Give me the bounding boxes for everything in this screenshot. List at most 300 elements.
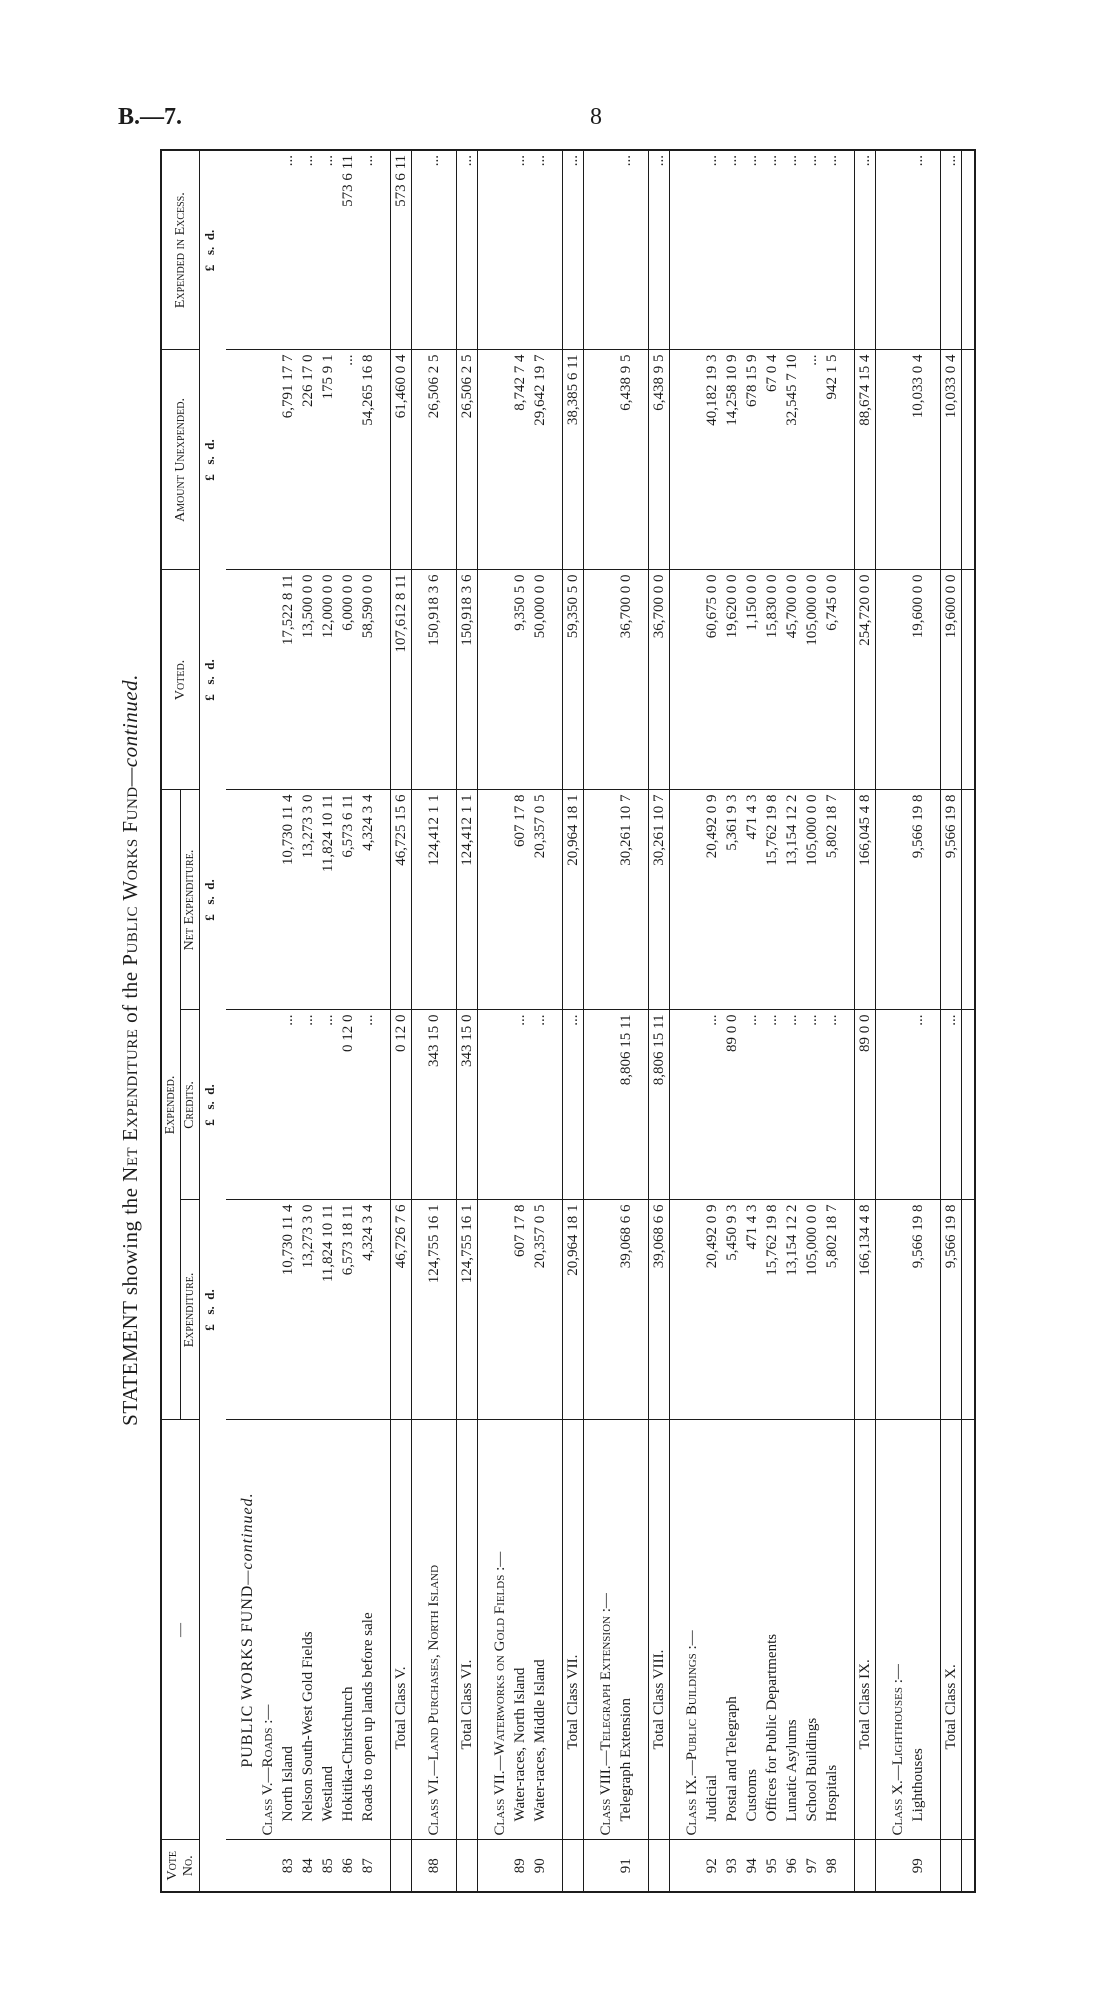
amount-cell bbox=[682, 350, 702, 570]
amount-cell bbox=[596, 1200, 616, 1420]
amount-cell bbox=[682, 1010, 702, 1200]
total-amount-cell: 36,700 0 0 bbox=[649, 570, 670, 790]
total-vote-cell bbox=[855, 1840, 876, 1892]
item-name: Judicial bbox=[702, 1420, 722, 1840]
amount-cell: 54,265 16 8 bbox=[358, 350, 378, 570]
spacer-cell bbox=[670, 150, 683, 350]
spacer-cell bbox=[842, 570, 855, 790]
spacer-cell bbox=[412, 350, 425, 570]
amount-cell: ... bbox=[822, 1010, 842, 1200]
spacer-cell bbox=[928, 790, 941, 1010]
total-row bbox=[457, 150, 478, 1892]
unit-cell: £ s. d. bbox=[202, 879, 217, 921]
total-amount-cell: ... bbox=[649, 150, 670, 350]
spacer-cell bbox=[928, 1010, 941, 1200]
amount-cell: 29,642 19 7 bbox=[530, 350, 550, 570]
total-amount-cell: 166,134 4 8 bbox=[855, 1200, 876, 1420]
spacer-cell bbox=[378, 350, 391, 570]
vote-number: 87 bbox=[358, 1840, 378, 1892]
amount-cell: 8,806 15 11 bbox=[616, 1010, 636, 1200]
amount-cell: 10,033 0 4 bbox=[908, 350, 928, 570]
spacer-cell bbox=[550, 1200, 563, 1420]
class-label: Class IX.—Public Buildings :— bbox=[682, 1420, 702, 1840]
spacer-cell bbox=[378, 150, 391, 350]
spacer-cell bbox=[670, 570, 683, 790]
spacer-row bbox=[378, 150, 391, 1892]
amount-cell: 678 15 9 bbox=[742, 350, 762, 570]
spacer-cell bbox=[842, 1200, 855, 1420]
title-net-expenditure: Net Expenditure bbox=[118, 1028, 142, 1182]
amount-cell: 20,492 0 9 bbox=[702, 790, 722, 1010]
spacer-cell bbox=[412, 1840, 425, 1892]
amount-cell: 6,438 9 5 bbox=[616, 350, 636, 570]
class-heading-row bbox=[258, 150, 278, 1892]
spacer-cell bbox=[584, 150, 597, 350]
col-credits: Credits. bbox=[181, 1010, 200, 1200]
amount-cell: 13,154 12 2 bbox=[782, 1200, 802, 1420]
amount-cell bbox=[596, 790, 616, 1010]
total-label: Total Class V. bbox=[391, 1420, 412, 1840]
spacer-cell bbox=[876, 1840, 889, 1892]
total-amount-cell: 39,068 6 6 bbox=[649, 1200, 670, 1420]
spacer-cell bbox=[478, 1420, 491, 1840]
col-description: — bbox=[161, 1420, 200, 1840]
amount-cell: ... bbox=[702, 150, 722, 350]
amount-cell: 11,824 10 11 bbox=[318, 790, 338, 1010]
amount-cell: ... bbox=[742, 1010, 762, 1200]
amount-cell: 9,350 5 0 bbox=[510, 570, 530, 790]
total-row bbox=[855, 150, 876, 1892]
vote-number: 92 bbox=[702, 1840, 722, 1892]
total-amount-cell: 46,725 15 6 bbox=[391, 790, 412, 1010]
item-name: Telegraph Extension bbox=[616, 1420, 636, 1840]
spacer-cell bbox=[412, 1010, 425, 1200]
spacer-row bbox=[412, 150, 425, 1892]
amount-cell: ... bbox=[278, 150, 298, 350]
amount-cell: 124,412 1 1 bbox=[424, 790, 444, 1010]
vote-number: 90 bbox=[530, 1840, 550, 1892]
amount-cell: ... bbox=[908, 150, 928, 350]
amount-cell: 6,745 0 0 bbox=[822, 570, 842, 790]
item-name: Lunatic Asylums bbox=[782, 1420, 802, 1840]
amount-cell: 9,566 19 8 bbox=[908, 1200, 928, 1420]
amount-cell: 105,000 0 0 bbox=[802, 1200, 822, 1420]
amount-cell: 9,566 19 8 bbox=[908, 790, 928, 1010]
amount-cell: 30,261 10 7 bbox=[616, 790, 636, 1010]
spacer-row bbox=[444, 150, 457, 1892]
amount-cell: 105,000 0 0 bbox=[802, 790, 822, 1010]
spacer-cell bbox=[842, 350, 855, 570]
amount-cell: 105,000 0 0 bbox=[802, 570, 822, 790]
unit-cell: £ s. d. bbox=[202, 229, 217, 272]
spacer-cell bbox=[378, 1200, 391, 1420]
spacer-row bbox=[670, 150, 683, 1892]
spacer-row bbox=[876, 150, 889, 1892]
amount-cell: 13,154 12 2 bbox=[782, 790, 802, 1010]
amount-cell: 15,762 19 8 bbox=[762, 1200, 782, 1420]
vote-number: 88 bbox=[424, 1840, 444, 1892]
amount-cell: 58,590 0 0 bbox=[358, 570, 378, 790]
spacer-cell bbox=[876, 150, 889, 350]
total-row bbox=[563, 150, 584, 1892]
spacer-cell bbox=[928, 150, 941, 350]
class-heading-row bbox=[424, 150, 444, 1892]
spacer-cell bbox=[962, 790, 976, 1010]
title-continued: —continued. bbox=[118, 674, 142, 787]
class-heading-row bbox=[888, 150, 908, 1892]
amount-cell bbox=[596, 1010, 616, 1200]
item-name: Water-races, Middle Island bbox=[530, 1420, 550, 1840]
amount-cell bbox=[888, 790, 908, 1010]
spacer-cell bbox=[478, 1010, 491, 1200]
amount-cell: 471 4 3 bbox=[742, 1200, 762, 1420]
vote-number: 94 bbox=[742, 1840, 762, 1892]
spacer-cell bbox=[584, 1420, 597, 1840]
table-row bbox=[338, 150, 358, 1892]
table-row bbox=[762, 150, 782, 1892]
total-label: Total Class VI. bbox=[457, 1420, 478, 1840]
col-expenditure: Expenditure. bbox=[181, 1200, 200, 1420]
table-row bbox=[298, 150, 318, 1892]
spacer-cell bbox=[444, 1200, 457, 1420]
total-amount-cell: 20,964 18 1 bbox=[563, 790, 584, 1010]
class-label: Class V.—Roads :— bbox=[258, 1420, 278, 1840]
item-name: Lighthouses bbox=[908, 1420, 928, 1840]
spacer-cell bbox=[842, 1010, 855, 1200]
total-amount-cell: 150,918 3 6 bbox=[457, 570, 478, 790]
total-amount-cell: 124,755 16 1 bbox=[457, 1200, 478, 1420]
total-label: Total Class VII. bbox=[563, 1420, 584, 1840]
spacer-cell bbox=[842, 1840, 855, 1892]
vote-number: 86 bbox=[338, 1840, 358, 1892]
item-name: Postal and Telegraph bbox=[722, 1420, 742, 1840]
amount-cell: 150,918 3 6 bbox=[424, 570, 444, 790]
item-name: Customs bbox=[742, 1420, 762, 1840]
total-amount-cell: ... bbox=[563, 1010, 584, 1200]
table-row bbox=[530, 150, 550, 1892]
spacer-cell bbox=[378, 570, 391, 790]
amount-cell: 942 1 5 bbox=[822, 350, 842, 570]
spacer-cell bbox=[412, 790, 425, 1010]
spacer-cell bbox=[378, 790, 391, 1010]
amount-cell: ... bbox=[762, 1010, 782, 1200]
total-row bbox=[649, 150, 670, 1892]
amount-cell: 39,068 6 6 bbox=[616, 1200, 636, 1420]
spacer-cell bbox=[962, 570, 976, 790]
vote-number: 83 bbox=[278, 1840, 298, 1892]
table-row bbox=[782, 150, 802, 1892]
spacer-cell bbox=[412, 1200, 425, 1420]
amount-cell: ... bbox=[822, 150, 842, 350]
total-label: Total Class X. bbox=[941, 1420, 962, 1840]
spacer-cell bbox=[444, 350, 457, 570]
amount-cell: 10,730 11 4 bbox=[278, 790, 298, 1010]
amount-cell: 8,742 7 4 bbox=[510, 350, 530, 570]
amount-cell: 4,324 3 4 bbox=[358, 1200, 378, 1420]
spacer-cell bbox=[478, 1840, 491, 1892]
spacer-cell bbox=[636, 150, 649, 350]
spacer-cell bbox=[928, 1840, 941, 1892]
spacer-cell bbox=[444, 790, 457, 1010]
spacer-cell bbox=[636, 1840, 649, 1892]
amount-cell: 15,762 19 8 bbox=[762, 790, 782, 1010]
spacer-cell bbox=[962, 1420, 976, 1840]
vote-number: 85 bbox=[318, 1840, 338, 1892]
vote-number: 89 bbox=[510, 1840, 530, 1892]
spacer-cell bbox=[842, 790, 855, 1010]
spacer-cell bbox=[478, 570, 491, 790]
amount-cell: ... bbox=[510, 1010, 530, 1200]
spacer-row bbox=[478, 150, 491, 1892]
amount-cell bbox=[682, 790, 702, 1010]
amount-cell bbox=[596, 570, 616, 790]
amount-cell: 226 17 0 bbox=[298, 350, 318, 570]
amount-cell: ... bbox=[530, 1010, 550, 1200]
spacer-row bbox=[928, 150, 941, 1892]
amount-cell: ... bbox=[616, 150, 636, 350]
statement-title bbox=[118, 155, 143, 1945]
amount-cell: 13,500 0 0 bbox=[298, 570, 318, 790]
total-amount-cell: 6,438 9 5 bbox=[649, 350, 670, 570]
amount-cell: 32,545 7 10 bbox=[782, 350, 802, 570]
amount-cell: ... bbox=[530, 150, 550, 350]
amount-cell: 6,791 17 7 bbox=[278, 350, 298, 570]
amount-cell: 607 17 8 bbox=[510, 1200, 530, 1420]
spacer-cell bbox=[636, 790, 649, 1010]
amount-cell: ... bbox=[722, 150, 742, 350]
total-amount-cell: 10,033 0 4 bbox=[941, 350, 962, 570]
total-amount-cell: 26,506 2 5 bbox=[457, 350, 478, 570]
spacer-cell bbox=[636, 1010, 649, 1200]
spacer-cell bbox=[670, 350, 683, 570]
vote-number: 95 bbox=[762, 1840, 782, 1892]
unit-cell: £ s. d. bbox=[202, 1084, 217, 1126]
spacer-cell bbox=[378, 1420, 391, 1840]
spacer-cell bbox=[962, 1200, 976, 1420]
class-heading-row bbox=[490, 150, 510, 1892]
total-vote-cell bbox=[563, 1840, 584, 1892]
vote-number: 98 bbox=[822, 1840, 842, 1892]
amount-cell: 471 4 3 bbox=[742, 790, 762, 1010]
vote-number bbox=[258, 1840, 278, 1892]
col-expended: Expended. bbox=[161, 790, 181, 1420]
spacer-row bbox=[584, 150, 597, 1892]
title-fund: Public Works Fund bbox=[118, 786, 142, 966]
spacer-cell bbox=[478, 350, 491, 570]
vote-number: 97 bbox=[802, 1840, 822, 1892]
total-row bbox=[391, 150, 412, 1892]
title-pre: STATEMENT showing the bbox=[118, 1181, 142, 1426]
spacer-cell bbox=[550, 350, 563, 570]
amount-cell: 5,361 9 3 bbox=[722, 790, 742, 1010]
class-label: Class VI.—Land Purchases, North Island bbox=[424, 1420, 444, 1840]
amount-cell: 5,450 9 3 bbox=[722, 1200, 742, 1420]
amount-cell bbox=[888, 1200, 908, 1420]
amount-cell bbox=[490, 1010, 510, 1200]
table-row bbox=[358, 150, 378, 1892]
amount-cell: 67 0 4 bbox=[762, 350, 782, 570]
amount-cell bbox=[888, 150, 908, 350]
amount-cell bbox=[888, 570, 908, 790]
table-row bbox=[908, 150, 928, 1892]
amount-cell: 14,258 10 9 bbox=[722, 350, 742, 570]
total-amount-cell: 59,350 5 0 bbox=[563, 570, 584, 790]
total-amount-cell: 20,964 18 1 bbox=[563, 1200, 584, 1420]
amount-cell bbox=[596, 350, 616, 570]
total-amount-cell: 166,045 4 8 bbox=[855, 790, 876, 1010]
amount-cell: ... bbox=[782, 150, 802, 350]
spacer-cell bbox=[670, 1420, 683, 1840]
amount-cell: 15,830 0 0 bbox=[762, 570, 782, 790]
spacer-cell bbox=[550, 1840, 563, 1892]
item-name: Hokitika-Christchurch bbox=[338, 1420, 358, 1840]
total-amount-cell: 107,612 8 11 bbox=[391, 570, 412, 790]
total-vote-cell bbox=[391, 1840, 412, 1892]
amount-cell bbox=[682, 1200, 702, 1420]
fund-heading-row bbox=[226, 150, 258, 1892]
amount-cell: 343 15 0 bbox=[424, 1010, 444, 1200]
amount-cell: ... bbox=[510, 150, 530, 350]
amount-cell: 6,573 18 11 bbox=[338, 1200, 358, 1420]
table-row bbox=[722, 150, 742, 1892]
amount-cell bbox=[258, 1200, 278, 1420]
total-label: Total Class IX. bbox=[855, 1420, 876, 1840]
spacer-cell bbox=[550, 150, 563, 350]
amount-cell: 4,324 3 4 bbox=[358, 790, 378, 1010]
item-name: Water-races, North Island bbox=[510, 1420, 530, 1840]
col-net-expenditure: Net Expenditure. bbox=[181, 790, 200, 1010]
spacer-cell bbox=[584, 1200, 597, 1420]
vote-number bbox=[490, 1840, 510, 1892]
amount-cell: 124,755 16 1 bbox=[424, 1200, 444, 1420]
spacer-cell bbox=[962, 1010, 976, 1200]
spacer-cell bbox=[444, 1010, 457, 1200]
unit-cell: £ s. d. bbox=[202, 439, 217, 481]
spacer-cell bbox=[550, 1010, 563, 1200]
amount-cell: 0 12 0 bbox=[338, 1010, 358, 1200]
spacer-cell bbox=[584, 350, 597, 570]
table-row bbox=[742, 150, 762, 1892]
amount-cell: 26,506 2 5 bbox=[424, 350, 444, 570]
table-header bbox=[161, 150, 200, 1892]
document-code: B.—7. bbox=[118, 104, 183, 130]
spacer-cell bbox=[478, 150, 491, 350]
vote-number bbox=[682, 1840, 702, 1892]
spacer-cell bbox=[928, 1200, 941, 1420]
amount-cell bbox=[888, 1010, 908, 1200]
spacer-cell bbox=[928, 350, 941, 570]
spacer-cell bbox=[584, 1010, 597, 1200]
amount-cell: ... bbox=[702, 1010, 722, 1200]
amount-cell: ... bbox=[762, 150, 782, 350]
table-row bbox=[822, 150, 842, 1892]
spacer-cell bbox=[962, 1840, 976, 1892]
spacer-cell bbox=[550, 790, 563, 1010]
table-row bbox=[802, 150, 822, 1892]
amount-cell: ... bbox=[318, 150, 338, 350]
col-voted: Voted. bbox=[161, 570, 200, 790]
spacer-cell bbox=[378, 1010, 391, 1200]
amount-cell bbox=[258, 790, 278, 1010]
table-body bbox=[200, 150, 976, 1892]
item-name: Hospitals bbox=[822, 1420, 842, 1840]
total-amount-cell: 46,726 7 6 bbox=[391, 1200, 412, 1420]
spacer-cell bbox=[636, 1200, 649, 1420]
amount-cell: 60,675 0 0 bbox=[702, 570, 722, 790]
amount-cell: 89 0 0 bbox=[722, 1010, 742, 1200]
total-amount-cell: 89 0 0 bbox=[855, 1010, 876, 1200]
expenditure-table bbox=[160, 149, 976, 1893]
total-vote-cell bbox=[941, 1840, 962, 1892]
spacer-row bbox=[962, 150, 976, 1892]
spacer-cell bbox=[670, 1010, 683, 1200]
total-amount-cell: 9,566 19 8 bbox=[941, 1200, 962, 1420]
amount-cell bbox=[258, 570, 278, 790]
item-name: North Island bbox=[278, 1420, 298, 1840]
amount-cell bbox=[596, 150, 616, 350]
amount-cell bbox=[682, 150, 702, 350]
unit-cell: £ s. d. bbox=[202, 659, 217, 701]
amount-cell: 5,802 18 7 bbox=[822, 1200, 842, 1420]
spacer-cell bbox=[670, 1200, 683, 1420]
total-amount-cell: 254,720 0 0 bbox=[855, 570, 876, 790]
amount-cell bbox=[490, 350, 510, 570]
table-row bbox=[278, 150, 298, 1892]
spacer-cell bbox=[444, 1420, 457, 1840]
amount-cell: 19,600 0 0 bbox=[908, 570, 928, 790]
amount-cell bbox=[490, 570, 510, 790]
spacer-row bbox=[842, 150, 855, 1892]
total-amount-cell: ... bbox=[457, 150, 478, 350]
amount-cell: ... bbox=[298, 150, 318, 350]
vote-number: 99 bbox=[908, 1840, 928, 1892]
spacer-cell bbox=[876, 1010, 889, 1200]
amount-cell: 50,000 0 0 bbox=[530, 570, 550, 790]
total-amount-cell: 573 6 11 bbox=[391, 150, 412, 350]
amount-cell: 13,273 3 0 bbox=[298, 1200, 318, 1420]
spacer-cell bbox=[928, 570, 941, 790]
spacer-cell bbox=[842, 150, 855, 350]
spacer-cell bbox=[962, 350, 976, 570]
total-amount-cell: ... bbox=[563, 150, 584, 350]
amount-cell: 20,492 0 9 bbox=[702, 1200, 722, 1420]
spacer-cell bbox=[670, 790, 683, 1010]
amount-cell: ... bbox=[278, 1010, 298, 1200]
total-amount-cell: ... bbox=[855, 150, 876, 350]
amount-cell: 13,273 3 0 bbox=[298, 790, 318, 1010]
total-amount-cell: 0 12 0 bbox=[391, 1010, 412, 1200]
total-amount-cell: 30,261 10 7 bbox=[649, 790, 670, 1010]
spacer-row bbox=[550, 150, 563, 1892]
amount-cell: ... bbox=[782, 1010, 802, 1200]
total-amount-cell: 343 15 0 bbox=[457, 1010, 478, 1200]
amount-cell bbox=[258, 1010, 278, 1200]
col-expended-in-excess: Expended in Excess. bbox=[161, 150, 200, 350]
col-amount-unexpended: Amount Unexpended. bbox=[161, 350, 200, 570]
item-name: Nelson South-West Gold Fields bbox=[298, 1420, 318, 1840]
amount-cell: 40,182 19 3 bbox=[702, 350, 722, 570]
fund-heading: PUBLIC WORKS FUND—continued. bbox=[226, 1420, 258, 1840]
table-row bbox=[510, 150, 530, 1892]
class-label: Class VIII.—Telegraph Extension :— bbox=[596, 1420, 616, 1840]
amount-cell: 11,824 10 11 bbox=[318, 1200, 338, 1420]
spacer-cell bbox=[550, 570, 563, 790]
amount-cell bbox=[258, 350, 278, 570]
spacer-cell bbox=[584, 1840, 597, 1892]
spacer-cell bbox=[636, 350, 649, 570]
total-amount-cell: 9,566 19 8 bbox=[941, 790, 962, 1010]
spacer-cell bbox=[584, 790, 597, 1010]
